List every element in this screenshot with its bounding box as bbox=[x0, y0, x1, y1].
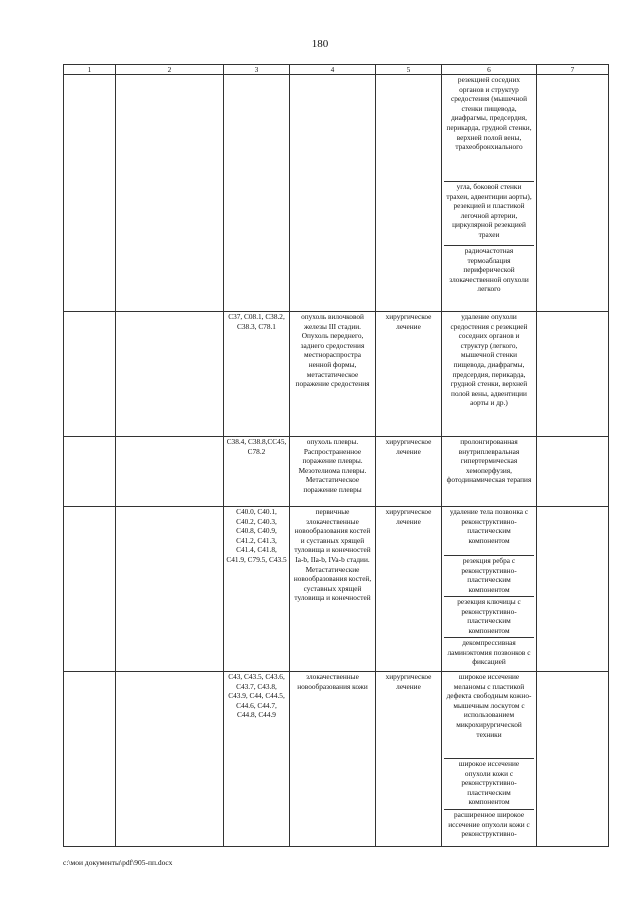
table-row bbox=[64, 437, 609, 507]
col7-cell bbox=[537, 437, 609, 507]
page-number: 180 bbox=[311, 38, 329, 50]
column-header: 7 bbox=[537, 65, 609, 75]
methods-cell bbox=[442, 312, 537, 437]
treatment-cell bbox=[376, 75, 442, 312]
column-header: 4 bbox=[290, 65, 376, 75]
codes-cell: C38.4, C38.8,CC45, C78.2 bbox=[224, 437, 290, 507]
col7-cell bbox=[537, 507, 609, 672]
column-header: 5 bbox=[376, 65, 442, 75]
method-entry: расширенное широкое иссечение опухоли кожи с реконструктивно- bbox=[448, 810, 530, 839]
codes-cell: C40.0, C40.1, C40.2, C40.3, C40.8, C40.9, C41.2, C41.3, C41.4, C41.8, C41.9, C79.5, C43.5 bbox=[224, 507, 290, 672]
col1-cell bbox=[64, 437, 116, 507]
methods-cell bbox=[442, 75, 537, 312]
col1-cell bbox=[64, 507, 116, 672]
column-header: 6 bbox=[442, 65, 537, 75]
header-row bbox=[64, 65, 609, 75]
method-entry: удаление опухоли средостения с резекцией соседних органов и структур (легкого, мышечной стенки пищевода, диафрагмы, предсердия, перикарда, грудной стенки, верхней полой вены, адвентиции аорты и др.) bbox=[450, 312, 528, 408]
method-entry: широкое иссечение опухоли кожи с реконструктивно-пластическим компонентом bbox=[444, 759, 534, 810]
method-entry: резекция ключицы с реконструктивно-пластическим компонентом bbox=[444, 597, 534, 638]
method-entry: пролонгированная внутриплевральная гипертермическая хемоперфузия, фотодинамическая терапия bbox=[446, 437, 532, 485]
model-cell bbox=[290, 75, 376, 312]
method-entry: широкое иссечение меланомы с пластикой дефекта свободным кожно-мышечным лоскутом с использованием микрохирургической техники bbox=[444, 672, 534, 759]
method-entry: резекцией соседних органов и структур средостения (мышечной стенки пищевода, диафрагмы, предсердия, перикарда, грудной стенки, верхней полой вены, трахеобронхиального bbox=[444, 75, 534, 182]
col2-cell bbox=[116, 507, 224, 672]
column-header: 1 bbox=[64, 65, 116, 75]
col7-cell bbox=[537, 672, 609, 847]
procedures-table bbox=[63, 64, 609, 847]
method-entry: угла, боковой стенки трахеи, адвентиции аорты), резекцией и пластикой легочной артерии, циркулярной резекцией трахеи bbox=[444, 182, 534, 246]
model-cell: первичные злокачественные новообразования костей и суставных хрящей туловища и конечностей Ia-b, IIa-b, IVa-b стадии. Метастатические новообразования костей, суставных хрящей туловища и конечностей bbox=[290, 507, 376, 672]
col1-cell bbox=[64, 75, 116, 312]
method-entry: удаление тела позвонка с реконструктивно-пластическим компонентом bbox=[444, 507, 534, 556]
col2-cell bbox=[116, 437, 224, 507]
table-row bbox=[64, 312, 609, 437]
codes-cell bbox=[224, 75, 290, 312]
col7-cell bbox=[537, 75, 609, 312]
col2-cell bbox=[116, 75, 224, 312]
col2-cell bbox=[116, 672, 224, 847]
methods-cell bbox=[442, 672, 537, 847]
treatment-cell: хирургическое лечение bbox=[376, 437, 442, 507]
codes-cell: C37, C08.1, C38.2, C38.3, C78.1 bbox=[224, 312, 290, 437]
treatment-cell: хирургическое лечение bbox=[376, 312, 442, 437]
col1-cell bbox=[64, 672, 116, 847]
column-header: 2 bbox=[116, 65, 224, 75]
method-entry: декомпрессивная ламинэктомия позвонков с фиксацией bbox=[447, 638, 531, 667]
column-header: 3 bbox=[224, 65, 290, 75]
table-row bbox=[64, 672, 609, 847]
model-cell: опухоль плевры. Распространенное поражение плевры. Мезотелиома плевры. Метастатическое поражение плевры bbox=[290, 437, 376, 507]
method-entry: резекция ребра с реконструктивно-пластическим компонентом bbox=[444, 556, 534, 597]
model-cell: злокачественные новообразования кожи bbox=[290, 672, 376, 847]
table-row bbox=[64, 507, 609, 672]
methods-cell bbox=[442, 507, 537, 672]
col1-cell bbox=[64, 312, 116, 437]
file-path-footer: c:\мои документы\pdf\905-пп.docx bbox=[63, 858, 173, 867]
col2-cell bbox=[116, 312, 224, 437]
treatment-cell: хирургическое лечение bbox=[376, 507, 442, 672]
table-row bbox=[64, 75, 609, 312]
model-cell: опухоль вилочковой железы III стадии. Опухоль переднего, заднего средостения местнораспростра ненной формы, метастатическое поражение средостения bbox=[290, 312, 376, 437]
methods-cell bbox=[442, 437, 537, 507]
method-entry: радиочастотная термоаблация периферической злокачественной опухоли легкого bbox=[449, 246, 529, 294]
codes-cell: C43, C43.5, C43.6, C43.7, C43.8, C43.9, C44, C44.5, C44.6, C44.7, C44.8, C44.9 bbox=[224, 672, 290, 847]
treatment-cell: хирургическое лечение bbox=[376, 672, 442, 847]
col7-cell bbox=[537, 312, 609, 437]
